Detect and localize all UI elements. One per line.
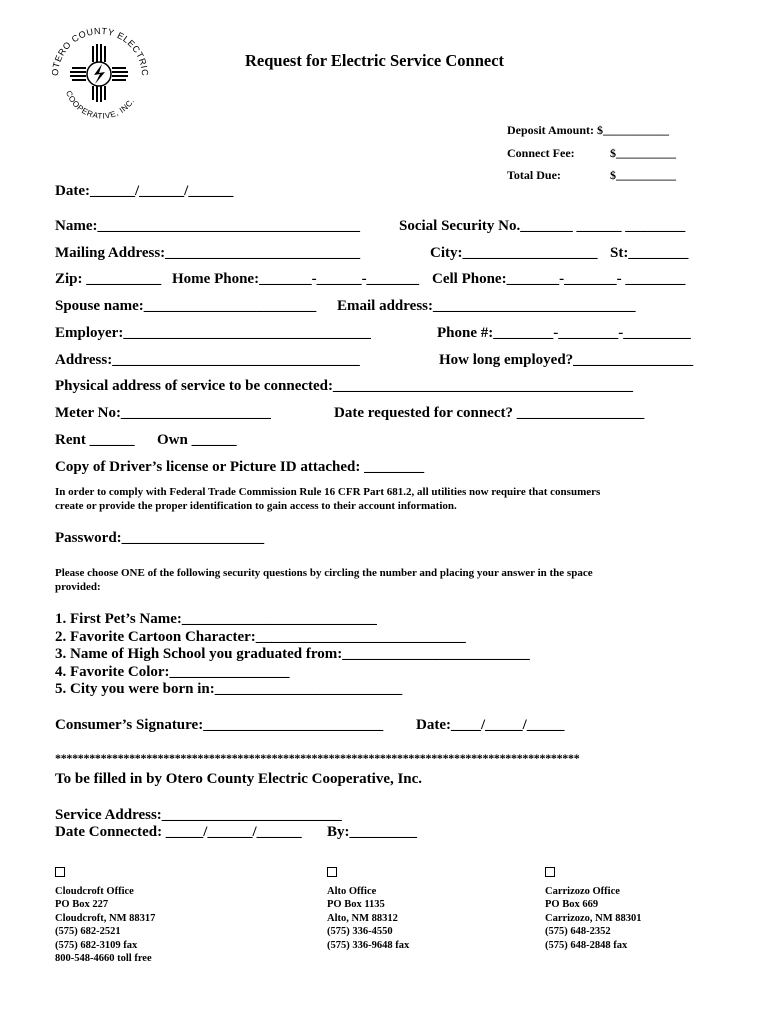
security-instructions-line-1: Please choose ONE of the following security questions by circling the number and placing your answer in the space: [55, 567, 593, 579]
office-line: PO Box 227: [55, 899, 109, 911]
form-title: Request for Electric Service Connect: [245, 51, 505, 70]
mailing-address-field[interactable]: Mailing Address:__________________________: [55, 245, 361, 261]
office-name: Carrizozo Office: [545, 886, 620, 897]
security-question-5[interactable]: 5. City you were born in:_________________________: [55, 681, 403, 697]
ftc-notice-line-2: create or provide the proper identification to gain access to their account information.: [55, 500, 457, 512]
rent-field[interactable]: Rent ______: [55, 432, 135, 448]
security-question-2[interactable]: 2. Favorite Cartoon Character:____________________________: [55, 629, 466, 645]
by-field[interactable]: By:_________: [327, 824, 417, 840]
employer-address-field[interactable]: Address:_________________________________: [55, 352, 360, 368]
office-line: PO Box 1135: [327, 899, 385, 911]
office-checkbox[interactable]: [545, 867, 555, 877]
service-address-field[interactable]: Service Address:________________________: [55, 807, 342, 823]
how-long-employed-field[interactable]: How long employed?________________: [439, 352, 694, 368]
office-line: (575) 336-9648 fax: [327, 939, 410, 951]
ftc-notice-line-1: In order to comply with Federal Trade Commission Rule 16 CFR Part 681.2, all utilities now require that consumers: [55, 486, 601, 498]
office-line: (575) 648-2352: [545, 926, 611, 938]
security-question-3[interactable]: 3. Name of High School you graduated from:_________________________: [55, 646, 530, 662]
connect-fee-field[interactable]: $__________: [610, 146, 676, 160]
home-phone-field[interactable]: Home Phone:_______-______-_______: [172, 271, 420, 287]
password-field[interactable]: Password:___________________: [55, 530, 265, 546]
office-alto: [327, 867, 409, 952]
total-due-field[interactable]: $__________: [610, 168, 676, 182]
meter-no-field[interactable]: Meter No:____________________: [55, 405, 271, 421]
state-field[interactable]: St:________: [610, 245, 689, 261]
cooperative-logo: [44, 18, 156, 130]
office-line: Alto, NM 88312: [327, 912, 398, 924]
office-name: Alto Office: [327, 886, 377, 897]
ssn-field[interactable]: Social Security No._______ ______ ________: [399, 218, 686, 234]
office-line: Cloudcroft, NM 88317: [55, 912, 156, 924]
employer-field[interactable]: Employer:_________________________________: [55, 325, 371, 341]
email-field[interactable]: Email address:___________________________: [337, 298, 636, 314]
office-line: (575) 336-4550: [327, 926, 393, 938]
office-line: Carrizozo, NM 88301: [545, 912, 642, 924]
license-attached-field[interactable]: Copy of Driver’s license or Picture ID attached: ________: [55, 459, 425, 475]
logo-top-text: OTERO COUNTY ELECTRIC: [49, 25, 151, 77]
office-line: (575) 648-2848 fax: [545, 939, 628, 951]
employer-phone-field[interactable]: Phone #:________-________-_________: [437, 325, 691, 341]
signature-date-field[interactable]: Date:____/_____/_____: [416, 717, 565, 733]
date-connected-field[interactable]: Date Connected: _____/______/______: [55, 824, 302, 840]
deposit-amount-field[interactable]: Deposit Amount: $___________: [507, 123, 670, 137]
date-field[interactable]: Date:______/______/______: [55, 183, 234, 199]
city-field[interactable]: City:__________________: [430, 245, 598, 261]
office-line: (575) 682-3109 fax: [55, 939, 138, 951]
office-line: PO Box 669: [545, 899, 599, 911]
office-name: Cloudcroft Office: [55, 886, 134, 897]
office-carrizozo: [545, 867, 642, 952]
total-due-label: Total Due:: [507, 168, 561, 182]
name-field[interactable]: Name:___________________________________: [55, 218, 360, 234]
zia-sun-lightning-icon: [44, 18, 156, 130]
connect-fee-label: Connect Fee:: [507, 146, 575, 160]
consumer-signature-field[interactable]: Consumer’s Signature:________________________: [55, 717, 384, 733]
date-requested-field[interactable]: Date requested for connect? _________________: [334, 405, 645, 421]
logo-bottom-text: COOPERATIVE, INC.: [64, 89, 137, 121]
office-line: 800-548-4660 toll free: [55, 953, 152, 965]
security-instructions-line-2: provided:: [55, 581, 101, 593]
cell-phone-field[interactable]: Cell Phone:_______-_______- ________: [432, 271, 686, 287]
office-line: (575) 682-2521: [55, 926, 121, 938]
security-question-4[interactable]: 4. Favorite Color:________________: [55, 664, 290, 680]
office-cloudcroft: [55, 867, 155, 965]
security-question-1[interactable]: 1. First Pet’s Name:__________________________: [55, 611, 377, 627]
physical-address-field[interactable]: Physical address of service to be connected:________________________________________: [55, 378, 634, 394]
office-checkbox[interactable]: [55, 867, 65, 877]
spouse-name-field[interactable]: Spouse name:_______________________: [55, 298, 317, 314]
zip-field[interactable]: Zip: __________: [55, 271, 162, 287]
own-field[interactable]: Own ______: [157, 432, 237, 448]
office-use-heading: To be filled in by Otero County Electric Cooperative, Inc.: [55, 771, 423, 787]
divider-stars: ********************************************************************************************: [55, 751, 580, 765]
office-checkbox[interactable]: [327, 867, 337, 877]
